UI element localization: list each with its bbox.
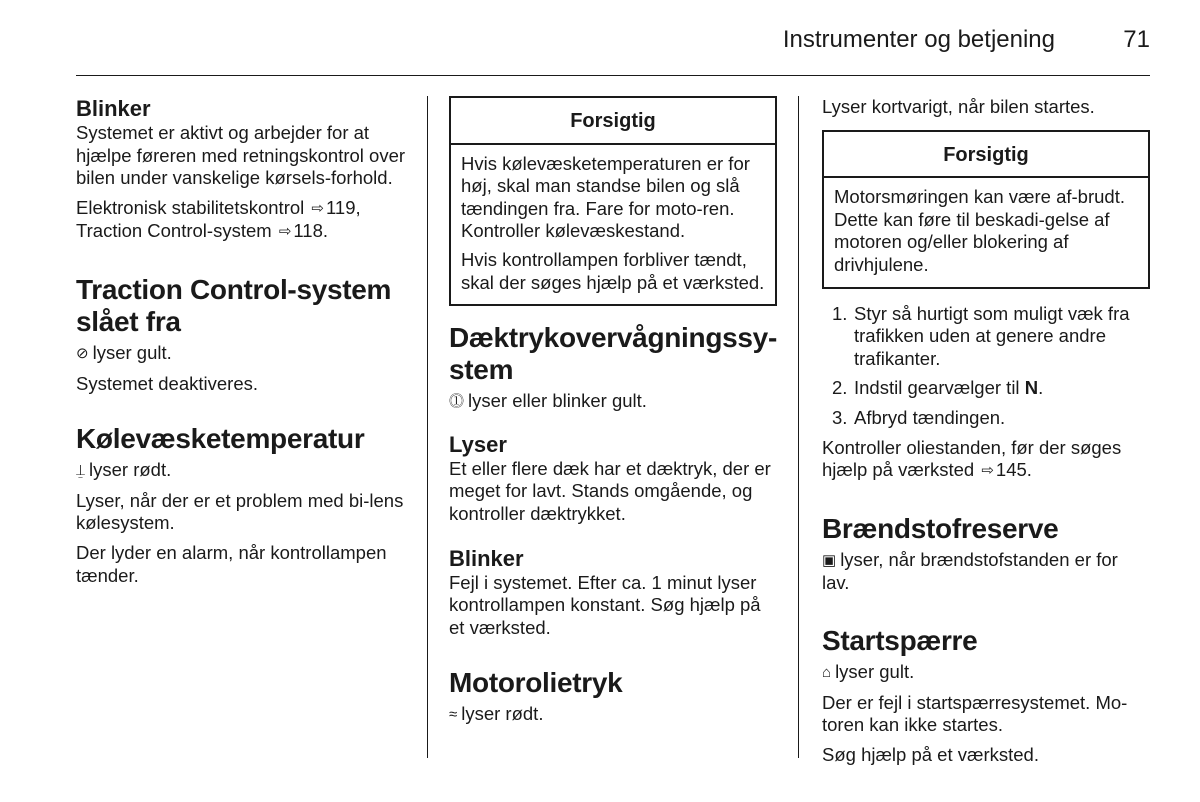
blinker-text-tpms: Fejl i systemet. Efter ca. 1 minut lyser kontrollampen konstant. Søg hjælp på et værksted. <box>449 571 761 638</box>
blinker-heading-tpms: Blinker <box>449 545 524 571</box>
list-item: 3. Afbryd tændingen. <box>832 406 1006 428</box>
right-column <box>822 96 1150 773</box>
lyser-heading: Lyser <box>449 431 507 457</box>
fuel-pump-icon: ▣ <box>822 551 837 569</box>
coolant-alarm-text: Der lyder en alarm, når kontrollampen tænder. <box>76 541 387 586</box>
caution-paragraph: Hvis kontrollampen forbliver tændt, skal der søges hjælp på et værksted. <box>461 248 765 293</box>
tc-off-status: ⊘ lyser gult. <box>76 342 406 366</box>
column-divider-left <box>427 96 428 758</box>
tire-pressure-warning-icon: ⓵ <box>449 393 465 411</box>
oil-pressure-icon: ≈ <box>449 706 458 724</box>
page-reference-arrow-icon: ⇨ <box>311 199 324 217</box>
fuel-reserve-text: ▣ lyser, når brændstofstanden er for lav. <box>822 548 1118 594</box>
tc-label: Traction Control-system <box>76 220 272 242</box>
caution-box-oil <box>822 130 1150 289</box>
coolant-status: ⍊ lyser rødt. <box>76 459 406 483</box>
esc-page: 119, <box>325 196 361 218</box>
cross-references <box>76 197 406 244</box>
immobilizer-text: Der er fejl i startspærresystemet. Mo-toren kan ikke startes. <box>822 691 1128 736</box>
caution-body <box>824 178 1148 286</box>
caution-body <box>451 145 775 305</box>
oil-check-text: Kontroller oliestanden, før der søges hjælp på værksted ⇨ 145. <box>822 437 1150 483</box>
coolant-heading: Kølevæsketemperatur <box>76 423 365 455</box>
header-title: Instrumenter og betjening <box>782 26 1055 53</box>
immobilizer-heading: Startspærre <box>822 624 978 656</box>
lyser-text: Et eller flere dæk har et dæktryk, der er meget for lavt. Stands omgående, og kontroller dæktrykket. <box>449 457 771 524</box>
blinker-heading: Blinker <box>76 96 151 121</box>
caution-box-coolant <box>449 96 777 306</box>
caution-paragraph: Motorsmøringen kan være af-brudt. Dette kan føre til beskadi-gelse af motoren og/eller blokering af drivhjulene. <box>834 186 1125 275</box>
list-item: 2. Indstil gearvælger til N. <box>832 377 1044 399</box>
immobilizer-help-text: Søg hjælp på et værksted. <box>822 743 1039 765</box>
oil-intro-text: Lyser kortvarigt, når bilen startes. <box>822 96 1095 117</box>
tc-off-heading: Traction Control-system slået fra <box>76 273 392 337</box>
page-reference-arrow-icon: ⇨ <box>981 462 994 480</box>
page-number: 71 <box>1123 26 1150 53</box>
middle-column <box>449 96 777 734</box>
tpms-heading: Dæktrykovervågningssy-stem <box>449 322 777 386</box>
page-reference-arrow-icon: ⇨ <box>278 223 292 241</box>
immobilizer-icon: ⌂ <box>822 663 832 681</box>
coolant-text: Lyser, når der er et problem med bi-lens kølesystem. <box>76 489 404 534</box>
blinker-text: Systemet er aktivt og arbejder for at hjælpe føreren med retningskontrol over bilen under vanskelige kørsels-forhold. <box>76 122 406 189</box>
tc-page: 118. <box>293 220 329 242</box>
fuel-reserve-heading: Brændstofreserve <box>822 512 1059 544</box>
coolant-temperature-icon: ⍊ <box>76 462 86 480</box>
list-item: 1. Styr så hurtigt som muligt væk fra trafikken uden at genere andre trafikanter. <box>832 302 1130 369</box>
left-column <box>76 96 406 594</box>
caution-paragraph: Hvis kølevæsketemperaturen er for høj, skal man standse bilen og slå tændingen fra. Fare for moto-ren. Kontroller kølevæskestand. <box>461 152 750 242</box>
instruction-steps <box>822 303 1150 430</box>
oil-pressure-heading: Motorolietryk <box>449 667 623 699</box>
tc-off-text: Systemet deaktiveres. <box>76 372 258 394</box>
immobilizer-status: ⌂ lyser gult. <box>822 661 1150 685</box>
caution-title: Forsigtig <box>451 98 775 145</box>
tpms-status: ⓵ lyser eller blinker gult. <box>449 390 777 414</box>
esc-label: Elektronisk stabilitetskontrol <box>76 196 305 218</box>
traction-control-off-icon: ⊘ <box>76 344 89 362</box>
header-rule <box>76 75 1150 76</box>
column-divider-right <box>798 96 799 758</box>
caution-title: Forsigtig <box>824 132 1148 179</box>
oil-pressure-status: ≈ lyser rødt. <box>449 703 777 727</box>
